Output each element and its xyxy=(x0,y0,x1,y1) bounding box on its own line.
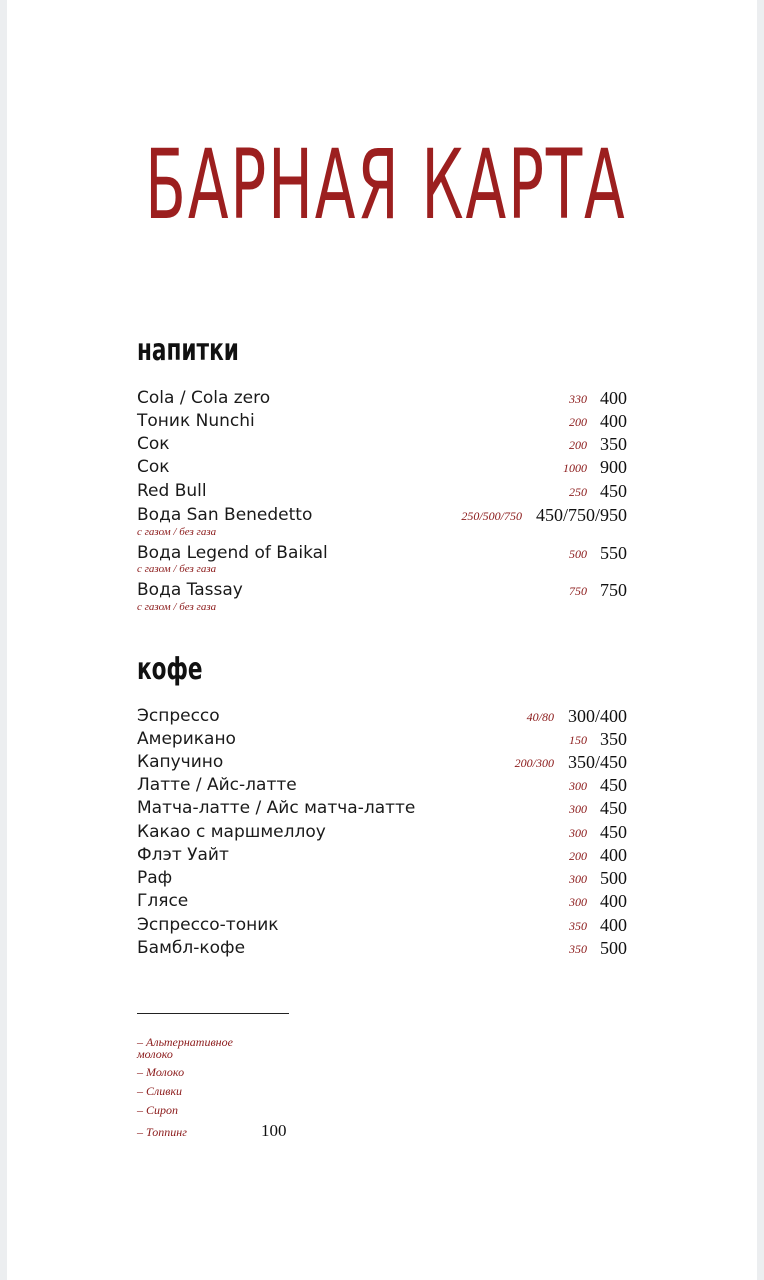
item-price: 300/400 xyxy=(567,706,627,726)
item-name: Cola / Cola zero xyxy=(137,388,271,408)
item-name: Red Bull xyxy=(137,481,207,501)
item-volume: 40/80 xyxy=(526,710,554,724)
menu-item xyxy=(137,542,627,564)
item-volume: 500 xyxy=(569,547,587,561)
item-price: 400 xyxy=(600,845,627,865)
item-price: 450 xyxy=(600,822,627,842)
addons-divider xyxy=(137,1013,289,1014)
item-note: с газом / без газа xyxy=(137,563,217,575)
item-volume: 300 xyxy=(569,779,587,793)
menu-item xyxy=(137,751,627,773)
menu-item xyxy=(137,410,627,432)
item-volume: 330 xyxy=(569,392,587,406)
item-price: 400 xyxy=(600,915,627,935)
item-name: Латте / Айс-латте xyxy=(137,775,297,795)
item-volume: 1000 xyxy=(563,461,587,475)
item-price: 550 xyxy=(600,543,627,563)
item-name: Эспрессо xyxy=(137,706,220,726)
item-name: Флэт Уайт xyxy=(137,845,229,865)
section-heading-coffee: кофе xyxy=(137,652,203,687)
item-name: Сок xyxy=(137,457,170,477)
item-volume: 350 xyxy=(569,942,587,956)
item-volume: 200 xyxy=(569,849,587,863)
menu-item xyxy=(137,456,627,478)
item-price: 400 xyxy=(600,388,627,408)
item-price: 750 xyxy=(600,580,627,600)
item-volume: 150 xyxy=(569,733,587,747)
menu-item xyxy=(137,797,627,819)
item-price: 350 xyxy=(600,729,627,749)
item-price: 400 xyxy=(600,411,627,431)
item-name: Вода San Benedetto xyxy=(137,505,313,525)
item-note: с газом / без газа xyxy=(137,601,217,613)
menu-item xyxy=(137,387,627,409)
item-volume: 200 xyxy=(569,438,587,452)
item-name: Матча-латте / Айс матча-латте xyxy=(137,798,416,818)
item-volume: 250 xyxy=(569,485,587,499)
addon-item: – Сироп xyxy=(137,1103,179,1117)
menu-item xyxy=(137,914,627,936)
menu-item xyxy=(137,728,627,750)
item-volume: 200 xyxy=(569,415,587,429)
item-price: 900 xyxy=(600,457,627,477)
item-volume: 250/500/750 xyxy=(461,509,522,523)
item-volume: 200/300 xyxy=(514,756,554,770)
menu-item xyxy=(137,480,627,502)
item-name: Сок xyxy=(137,434,170,454)
item-volume: 350 xyxy=(569,919,587,933)
menu-item xyxy=(137,504,627,526)
item-name: Какао с маршмеллоу xyxy=(137,822,326,842)
item-price: 350 xyxy=(600,434,627,454)
addon-price: 100 xyxy=(261,1121,287,1140)
item-price: 400 xyxy=(600,891,627,911)
item-name: Глясе xyxy=(137,891,189,911)
menu-item xyxy=(137,705,627,727)
menu-item xyxy=(137,821,627,843)
item-note: с газом / без газа xyxy=(137,526,217,538)
section-heading-drinks: напитки xyxy=(137,333,239,368)
addon-item: – Альтернативное молоко xyxy=(137,1035,233,1061)
item-name: Эспрессо-тоник xyxy=(137,915,279,935)
item-price: 450 xyxy=(600,481,627,501)
addon-item: – Сливки xyxy=(137,1084,183,1098)
item-name: Капучино xyxy=(137,752,224,772)
menu-item xyxy=(137,867,627,889)
menu-item xyxy=(137,937,627,959)
item-price: 500 xyxy=(600,868,627,888)
item-price: 350/450 xyxy=(567,752,627,772)
item-volume: 300 xyxy=(569,895,587,909)
item-volume: 300 xyxy=(569,872,587,886)
item-volume: 300 xyxy=(569,826,587,840)
item-volume: 300 xyxy=(569,802,587,816)
item-name: Вода Tassay xyxy=(137,580,243,600)
menu-item xyxy=(137,433,627,455)
item-price: 450/750/950 xyxy=(535,505,627,525)
menu-item xyxy=(137,844,627,866)
item-name: Раф xyxy=(137,868,173,888)
item-name: Бамбл-кофе xyxy=(137,938,246,958)
item-name: Вода Legend of Baikal xyxy=(137,543,328,563)
item-price: 500 xyxy=(600,938,627,958)
menu-item xyxy=(137,774,627,796)
menu-item xyxy=(137,579,627,601)
item-name: Тоник Nunchi xyxy=(137,411,255,431)
menu-item xyxy=(137,890,627,912)
item-price: 450 xyxy=(600,798,627,818)
item-name: Американо xyxy=(137,729,236,749)
item-volume: 750 xyxy=(569,584,587,598)
item-price: 450 xyxy=(600,775,627,795)
addon-item: – Топпинг xyxy=(137,1125,187,1139)
menu-title: БАРНАЯ КАРТА xyxy=(145,129,627,241)
addon-item: – Молоко xyxy=(137,1065,185,1079)
